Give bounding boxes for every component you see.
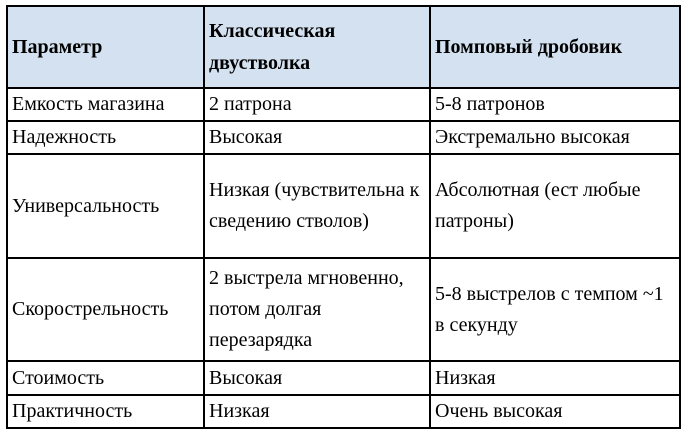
header-cell-parameter: Параметр xyxy=(7,6,204,88)
cell-pump-shotgun: 5-8 выстрелов с темпом ~1 в секунду xyxy=(430,258,680,361)
cell-double-barrel: Высокая xyxy=(204,361,430,395)
table-row xyxy=(7,88,680,121)
table-row xyxy=(7,121,680,154)
table-row xyxy=(7,258,680,361)
cell-pump-shotgun: Низкая xyxy=(430,361,680,395)
row-label: Скорострельность xyxy=(7,258,204,361)
table-row xyxy=(7,154,680,258)
row-label: Надежность xyxy=(7,121,204,154)
comparison-table xyxy=(6,5,681,429)
header-cell-pump-shotgun: Помповый дробовик xyxy=(430,6,680,88)
cell-double-barrel: 2 выстрела мгновенно, потом долгая перезарядка xyxy=(204,258,430,361)
table-row xyxy=(7,361,680,395)
cell-pump-shotgun: Абсолютная (ест любые патроны) xyxy=(430,154,680,258)
cell-pump-shotgun: Экстремально высокая xyxy=(430,121,680,154)
cell-double-barrel: Низкая (чувствительна к сведению стволов) xyxy=(204,154,430,258)
row-label: Практичность xyxy=(7,395,204,428)
cell-pump-shotgun: Очень высокая xyxy=(430,395,680,428)
cell-double-barrel: 2 патрона xyxy=(204,88,430,121)
header-cell-double-barrel: Классическая двустволка xyxy=(204,6,430,88)
cell-pump-shotgun: 5-8 патронов xyxy=(430,88,680,121)
header-row xyxy=(7,6,680,88)
row-label: Универсальность xyxy=(7,154,204,258)
cell-double-barrel: Высокая xyxy=(204,121,430,154)
row-label: Емкость магазина xyxy=(7,88,204,121)
row-label: Стоимость xyxy=(7,361,204,395)
table-row xyxy=(7,395,680,428)
cell-double-barrel: Низкая xyxy=(204,395,430,428)
